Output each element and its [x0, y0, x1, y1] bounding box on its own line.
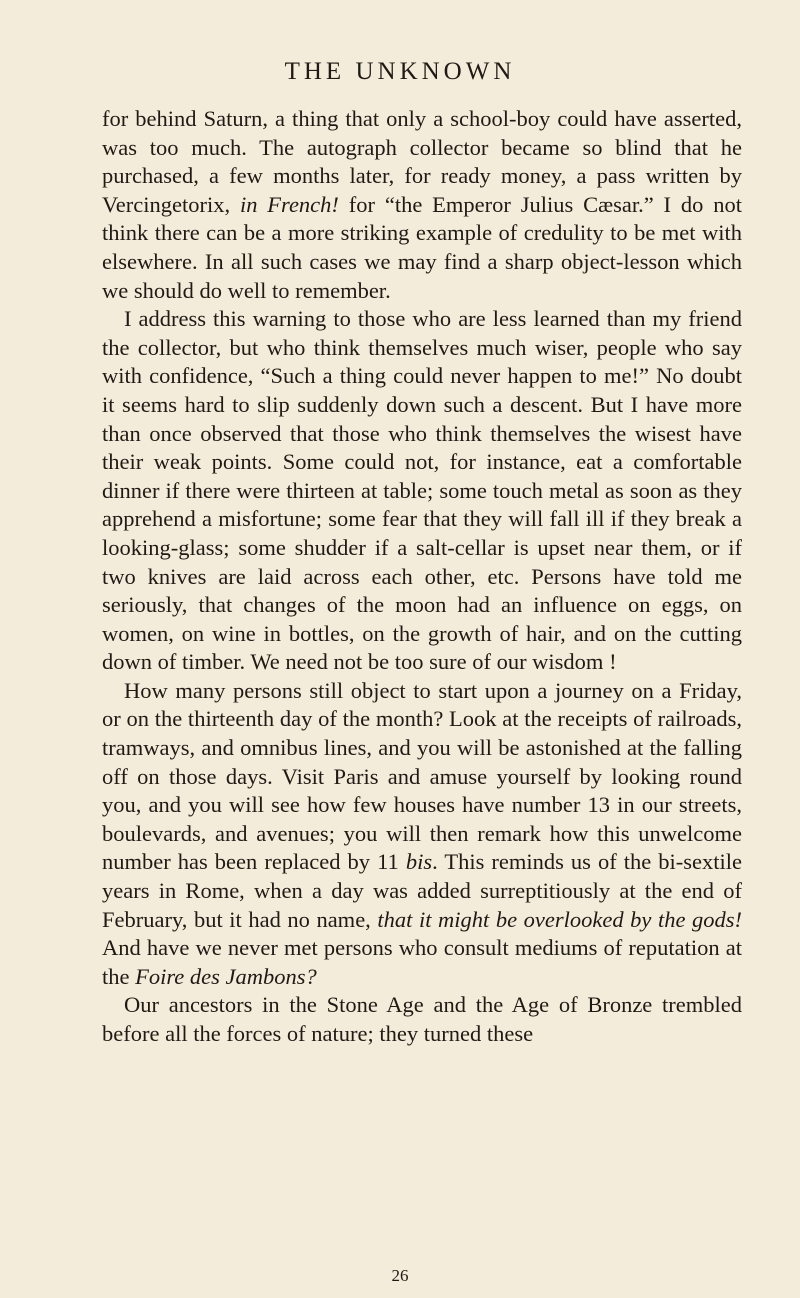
page-number: 26 [391, 1266, 409, 1285]
paragraph-1 [102, 105, 742, 305]
paragraph-4 [102, 991, 742, 1048]
paragraph-2 [102, 305, 742, 677]
body-text [102, 105, 742, 1049]
text-segment: for “the Emperor Julius Cæsar.” I do not think there can be a more striking example of credulity to be met with elsewhere. In all such cases we may find a sharp object-lesson which we should do well to remember. [102, 191, 742, 303]
text-segment: I address this warning to those who are less learned than my friend the collector, but who think themselves much wiser, people who say with confidence, “Such a thing could never happen to me!” No doubt it seems hard to slip suddenly down such a descent. But I have more than once observed that those who think themselves the wisest have their weak points. Some could not, for instance, eat a comfortable dinner if there were thirteen at table; some touch metal as soon as they apprehend a misfortune; some fear that they will fall ill if they break a looking-glass; some shudder if a salt-cellar is upset near them, or if two knives are laid across each other, etc. Persons have told me seriously, that changes of the moon had an influence on eggs, on women, on wine in bottles, on the growth of hair, and on the cutting down of timber. We need not be too sure of our wisdom ! [102, 306, 742, 675]
text-segment: . This reminds us of the bi-sextile years in Rome, when a day was added surreptitiously at the end of February, but it had no name, [102, 849, 742, 932]
italic-segment: that it might be overlooked by the gods! [377, 906, 742, 932]
italic-segment: bis [405, 849, 433, 875]
italic-segment: Foire des Jambons? [135, 963, 317, 989]
text-segment: And have we never met persons who consult mediums of reputation at the [102, 935, 742, 989]
text-segment: for behind Saturn, a thing that only a school-boy could have asserted, was too much. The autograph collector became so blind that he purchased, a few months later, for ready money, a pass written by Vercingetorix, [102, 106, 742, 217]
italic-segment: in French! [239, 191, 339, 217]
running-head: THE UNKNOWN [284, 58, 516, 85]
text-segment: How many persons still object to start upon a journey on a Friday, or on the thirteenth day of the month? Look at the receipts of railroads, tramways, and omnibus lines, and you will be astonished at the falling off on those days. Visit Paris and amuse yourself by looking round you, and you will see how few houses have number 13 in our streets, boulevards, and avenues; you will then remark how this unwelcome number has been replaced by 11 [102, 677, 742, 875]
paragraph-3 [102, 677, 742, 992]
text-segment: Our ancestors in the Stone Age and the Age of Bronze trembled before all the forces of nature; they turned these [102, 992, 742, 1046]
